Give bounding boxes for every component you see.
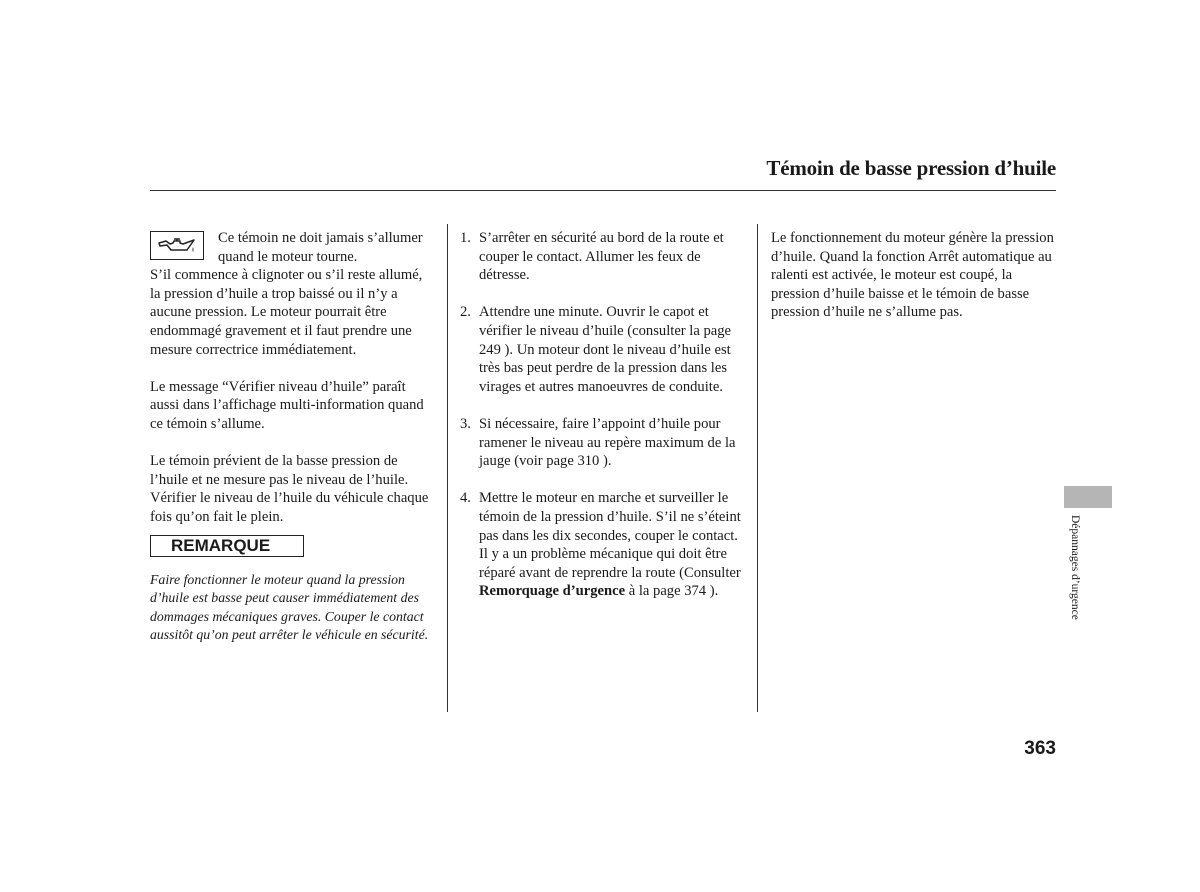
section-tab (1064, 486, 1112, 508)
step-text: S’arrêter en sécurité au bord de la route et couper le contact. Allumer les feux de détresse. (479, 230, 724, 284)
page-title: Témoin de basse pression d’huile (766, 156, 1056, 180)
remark-text: Faire fonctionner le moteur quand la pression d’huile est basse peut causer immédiatement des dommages mécaniques graves. Couper le contact aussitôt qu’on peut arrêter le véhicule en sécurité. (150, 571, 429, 643)
step-text: Si nécessaire, faire l’appoint d’huile pour ramener le niveau au repère maximum de la jauge (voir page 310 ). (479, 415, 736, 470)
step-number: 4. (460, 490, 471, 507)
step-text-end: à la page 374 ). (625, 583, 719, 600)
step-number: 1. (460, 230, 471, 246)
idle-stop-paragraph: Le fonctionnement du moteur génère la pression d’huile. Quand la fonction Arrêt automatique au ralenti est activée, le moteur est coupé, la pression d’huile baisse et le témoin de basse pression d’huile ne s’allume pas. (771, 230, 1054, 321)
step-4 (460, 489, 748, 601)
notice-paragraph: Le témoin prévient de la basse pression de l’huile et ne mesure pas le niveau de l’huile. Vérifier le niveau de l’huile du véhicule chaque fois qu’on fait le plein. (150, 453, 429, 525)
warning-paragraph: S’il commence à clignoter ou s’il reste allumé, la pression d’huile a trop baissé ou il n’y a aucune pression. Le moteur pourrait être endommagé gravement et il faut prendre une mesure correctrice immédiatement. (150, 267, 423, 358)
step-text: Attendre une minute. Ouvrir le capot et vérifier le niveau d’huile (consulter la page 249 ). Un moteur dont le niveau d’huile est très bas peut perdre de la pression dans les virages et autres manoeuvres de conduite. (479, 304, 732, 395)
message-paragraph: Le message “Vérifier niveau d’huile” paraît aussi dans l’affichage multi-information quand ce témoin s’allume. (150, 378, 424, 432)
step-text (479, 489, 748, 601)
page-number: 363 (1024, 738, 1056, 759)
column-divider-2 (757, 224, 758, 712)
step-1 (460, 229, 748, 285)
title-divider (150, 190, 1056, 191)
step-3 (460, 415, 748, 471)
oil-pressure-icon (150, 231, 204, 260)
cross-reference-link[interactable]: Remorquage d’urgence (479, 583, 626, 600)
column-2 (460, 229, 748, 601)
step-number: 2. (460, 304, 471, 321)
step-text-start: Mettre le moteur en marche et surveiller le témoin de la pression d’huile. S’il ne s’éteint pas dans les dix secondes, couper le contact. Il y a un problème mécanique qui doit être réparé avant de reprendre la route (Consulter (479, 490, 741, 581)
section-label: Dépannages d’urgence (1069, 515, 1081, 620)
step-number: 3. (460, 415, 471, 432)
intro-paragraph: Ce témoin ne doit jamais s’allumer quand le moteur tourne. (218, 230, 423, 265)
column-divider-1 (447, 224, 448, 712)
column-1 (150, 229, 435, 645)
step-2 (460, 303, 748, 396)
column-3 (771, 229, 1056, 322)
remark-heading: REMARQUE (150, 535, 304, 557)
